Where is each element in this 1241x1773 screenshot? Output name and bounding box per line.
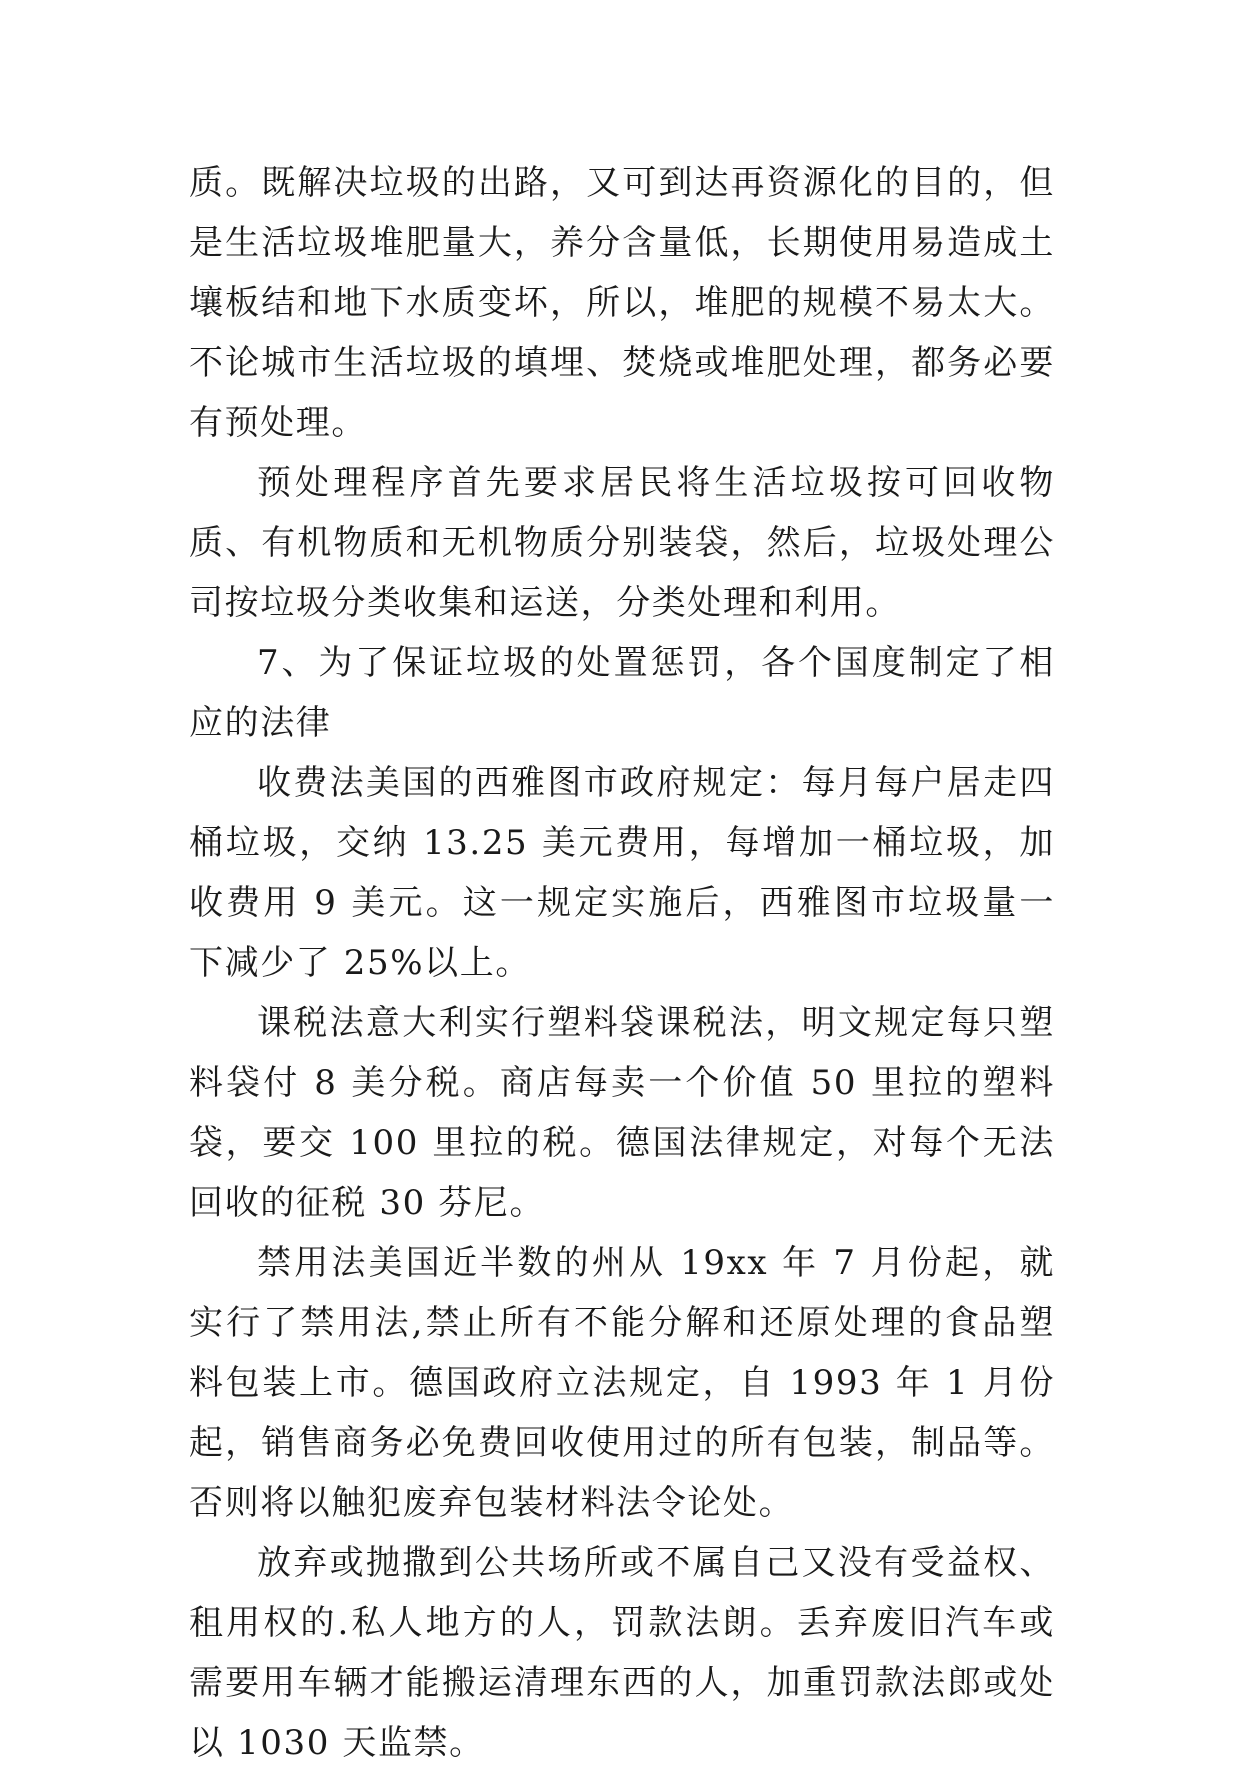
paragraph-section-7-heading: 7、为了保证垃圾的处置惩罚，各个国度制定了相应的法律 [189,643,1055,743]
paragraph-pretreatment: 预处理程序首先要求居民将生活垃圾按可回收物质、有机物质和无机物质分别装袋，然后，垃圾处理公司按垃圾分类收集和运送，分类处理和利用。 [189,463,1055,623]
document-body [189,153,1055,1773]
paragraph-composting-continued: 质。既解决垃圾的出路，又可到达再资源化的目的，但是生活垃圾堆肥量大，养分含量低，长期使用易造成土壤板结和地下水质变坏，所以，堆肥的规模不易太大。不论城市生活垃圾的填埋、焚烧或堆肥处理，都务必要有预处理。 [189,163,1055,443]
paragraph-fee-law: 收费法美国的西雅图市政府规定：每月每户居走四桶垃圾，交纳 13.25 美元费用，每增加一桶垃圾，加收费用 9 美元。这一规定实施后，西雅图市垃圾量一下减少了 25%以上。 [189,763,1055,983]
paragraph-tax-law: 课税法意大利实行塑料袋课税法，明文规定每只塑料袋付 8 美分税。商店每卖一个价值 50 里拉的塑料袋，要交 100 里拉的税。德国法律规定，对每个无法回收的征税 30 芬尼。 [189,1003,1055,1223]
paragraph-fines: 放弃或抛撒到公共场所或不属自己又没有受益权、租用权的.私人地方的人，罚款法朗。丢弃废旧汽车或需要用车辆才能搬运清理东西的人，加重罚款法郎或处以 1030 天监禁。 [189,1543,1055,1763]
paragraph-ban-law: 禁用法美国近半数的州从 19xx 年 7 月份起，就实行了禁用法,禁止所有不能分解和还原处理的食品塑料包装上市。德国政府立法规定，自 1993 年 1 月份起，销售商务必免费回收使用过的所有包装，制品等。否则将以触犯废弃包装材料法令论处。 [189,1243,1055,1523]
